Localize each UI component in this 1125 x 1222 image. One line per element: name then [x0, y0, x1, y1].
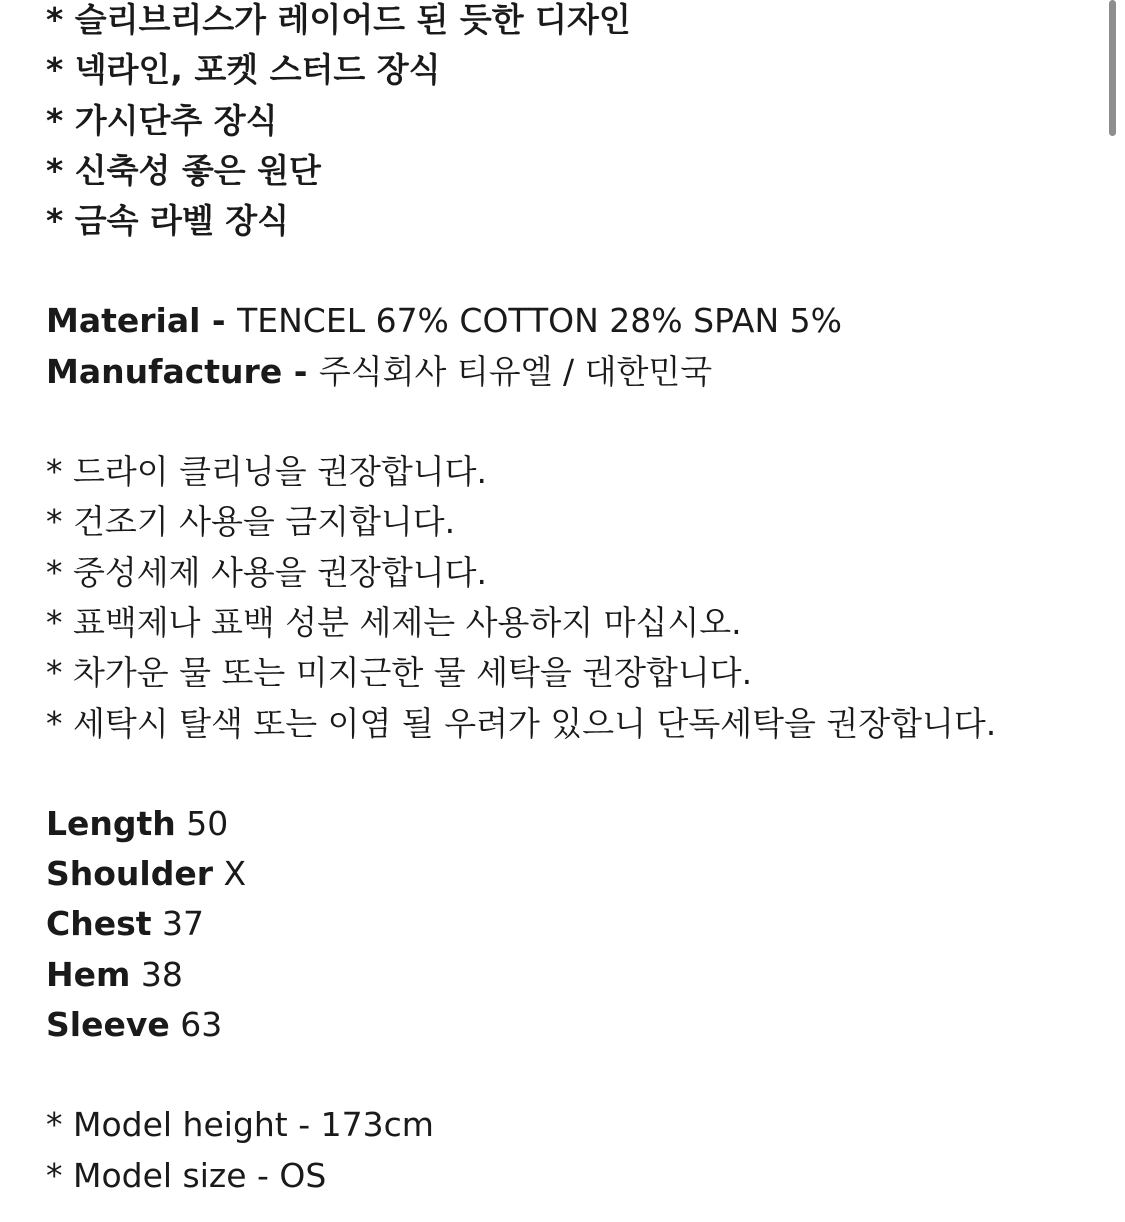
care-item: * 표백제나 표백 성분 세제는 사용하지 마십시오. — [46, 602, 742, 642]
size-row-chest — [46, 899, 1085, 949]
size-table — [46, 799, 1085, 1050]
size-label: Sleeve — [46, 1005, 170, 1045]
material-row — [46, 296, 1085, 346]
feature-item: * 슬리브리스가 레이어드 된 듯한 디자인 — [46, 0, 631, 39]
size-label: Chest — [46, 904, 152, 944]
material-value: TENCEL 67% COTTON 28% SPAN 5% — [237, 301, 842, 341]
feature-item: * 신축성 좋은 원단 — [46, 150, 321, 190]
manufacture-value: 주식회사 티유엘 / 대한민국 — [318, 351, 713, 391]
care-instructions — [46, 447, 1085, 749]
care-item: * 세탁시 탈색 또는 이염 될 우려가 있으니 단독세탁을 권장합니다. — [46, 703, 997, 743]
material-label: Material - — [46, 301, 238, 341]
spacer — [46, 749, 1085, 799]
manufacture-row — [46, 347, 1085, 397]
care-item: * 차가운 물 또는 미지근한 물 세탁을 권장합니다. — [46, 653, 753, 693]
size-label: Shoulder — [46, 854, 214, 894]
size-value: X — [213, 854, 247, 894]
size-label: Hem — [46, 954, 131, 994]
size-row-sleeve — [46, 1000, 1085, 1050]
care-item: * 중성세제 사용을 권장합니다. — [46, 552, 487, 592]
feature-item: * 가시단추 장식 — [46, 100, 278, 140]
spec-list — [46, 296, 1085, 397]
size-value: 38 — [130, 954, 183, 994]
size-label: Length — [46, 803, 176, 843]
size-row-length — [46, 799, 1085, 849]
size-value: 37 — [151, 904, 204, 944]
size-row-hem — [46, 950, 1085, 1000]
manufacture-label: Manufacture - — [46, 351, 319, 391]
spacer — [46, 246, 1085, 296]
feature-item: * 넥라인, 포켓 스터드 장식 — [46, 50, 441, 90]
model-height: * Model height - 173cm — [46, 1105, 434, 1145]
size-value: 63 — [169, 1005, 223, 1045]
feature-list — [46, 0, 1085, 246]
model-size: * Model size - OS — [46, 1155, 327, 1195]
size-value: 50 — [175, 803, 229, 843]
product-description — [46, 0, 1085, 1201]
care-item: * 건조기 사용을 금지합니다. — [46, 502, 456, 542]
feature-item: * 금속 라벨 장식 — [46, 201, 289, 241]
model-info — [46, 1100, 1085, 1201]
care-item: * 드라이 클리닝을 권장합니다. — [46, 452, 487, 492]
spacer — [46, 1050, 1085, 1100]
spacer — [46, 397, 1085, 447]
size-row-shoulder — [46, 849, 1085, 899]
scrollbar-thumb[interactable] — [1109, 0, 1116, 136]
